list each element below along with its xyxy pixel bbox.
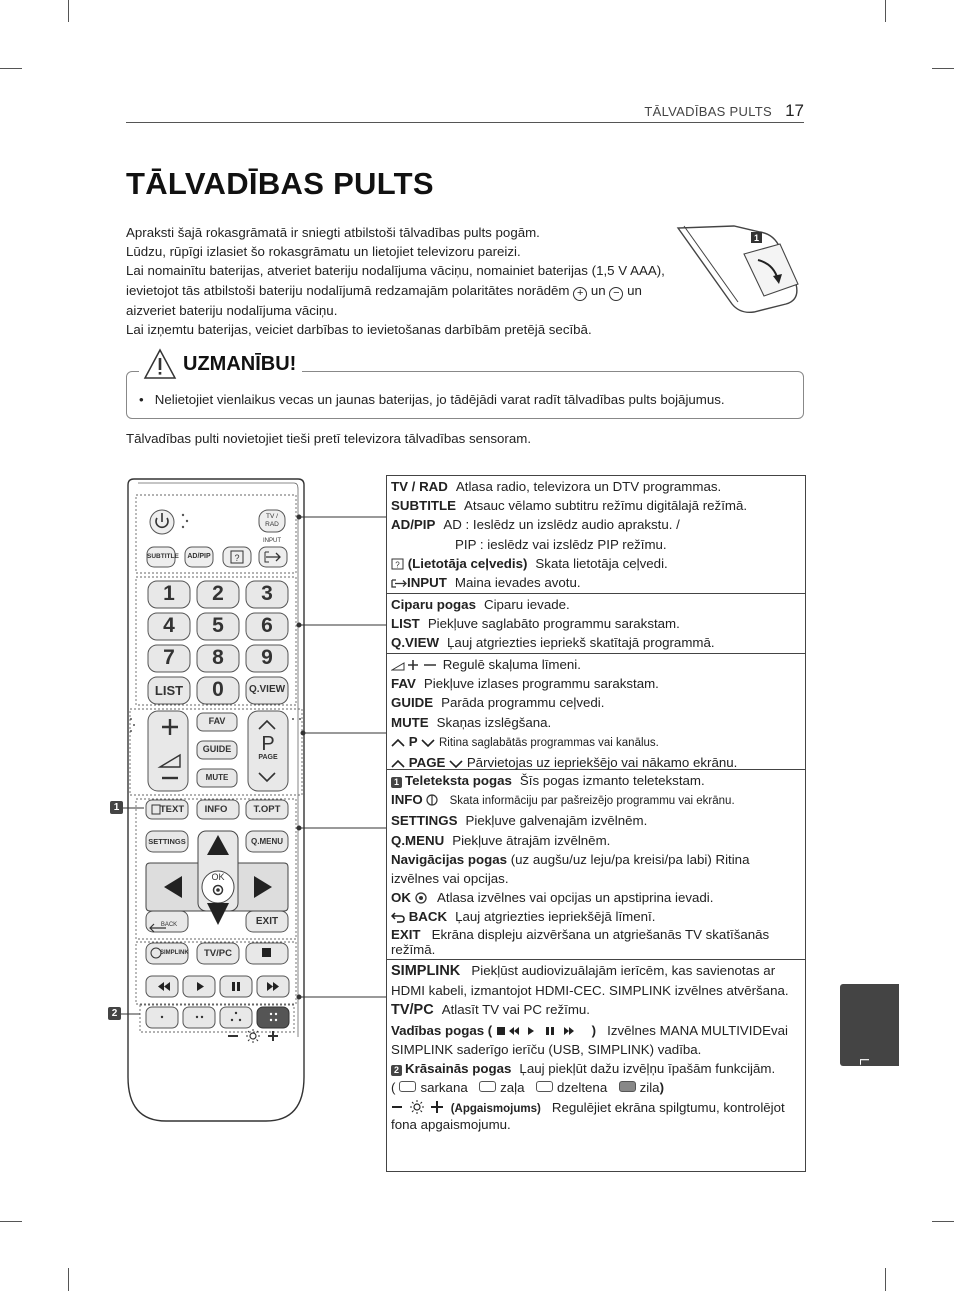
- callout-line: P Ritina saglabātās programmas vai kanālus.: [391, 732, 801, 753]
- callout-line: PIP : ieslēdz vai izslēdz PIP režīmu.: [455, 536, 667, 552]
- callout-line: LIST Piekļuve saglabāto programmu sarakstam.: [391, 616, 680, 632]
- remote-body: [126, 477, 306, 1123]
- callout-line: 1 Teleteksta pogas Šīs pogas izmanto teletekstam.: [391, 771, 801, 790]
- svg-text:?: ?: [234, 553, 240, 563]
- remote-control-illustration: [126, 477, 306, 1123]
- digit-4-button[interactable]: 4: [163, 614, 175, 637]
- callout-line: OK Atlasa izvēlnes vai opcijas un apstiprina ievadi.: [391, 890, 714, 906]
- language-tab: LATVIEŠU: [840, 984, 899, 1066]
- callout-line: GUIDE Parāda programmu ceļvedi.: [391, 695, 605, 711]
- green-button-icon: [479, 1081, 496, 1092]
- back-button[interactable]: BACK: [160, 922, 178, 928]
- callout-badge-2: 2: [108, 1007, 121, 1020]
- page-label: PAGE: [258, 754, 278, 761]
- callout-line: SETTINGS Piekļuve galvenajām izvēlnēm.: [391, 813, 648, 829]
- digit-1-button[interactable]: 1: [163, 582, 175, 605]
- t-opt-button[interactable]: T.OPT: [253, 804, 281, 815]
- svg-text:1: 1: [753, 233, 760, 243]
- callout-line: SIMPLINK Piekļūst audiovizuālajām ierīcēm, kas savienotas ar HDMI kabeli, izmantojot HDMI-CEC. SIMPLINK izvēlnes atvēršana.: [391, 963, 789, 999]
- playback-controls-icon: [496, 1025, 588, 1037]
- text-button[interactable]: TEXT: [159, 804, 185, 815]
- callout-section: [387, 770, 805, 960]
- settings-button[interactable]: SETTINGS: [148, 837, 186, 846]
- crop-mark: [885, 1268, 886, 1291]
- callout-line: EXIT Ekrāna displeju aizvēršana un atgriešanās TV skatīšanās režīmā.: [391, 926, 770, 957]
- tv-pc-button[interactable]: TV/PC: [204, 948, 232, 959]
- crop-mark: [0, 1221, 22, 1222]
- header-section: TĀLVADĪBAS PULTS: [644, 104, 772, 119]
- callout-line: SUBTITLE Atsauc vēlamo subtitru režīmu digitālajā režīmā.: [391, 498, 748, 514]
- callout-section: [387, 654, 805, 770]
- callout-table: [386, 475, 806, 1172]
- warning-icon: [143, 348, 177, 380]
- info-button[interactable]: INFO: [204, 804, 228, 815]
- callout-line: Navigācijas pogas (uz augšu/uz leju/pa kreisi/pa labi) Ritina izvēlnes vai opcijas.: [391, 851, 750, 887]
- user-guide-icon: [391, 558, 404, 570]
- digit-3-button[interactable]: 3: [261, 582, 273, 605]
- callout-line: Ciparu pogas Ciparu ievade.: [391, 597, 570, 612]
- callout-line: INFO Skata informāciju par pašreizējo programmu vai ekrānu.: [391, 792, 735, 808]
- crop-mark: [885, 0, 886, 22]
- callout-section: [387, 960, 805, 1171]
- red-button-icon: [399, 1081, 416, 1092]
- battery-cover-illustration: [674, 224, 806, 316]
- callout-line: ? (Lietotāja ceļvedis) Skata lietotāja ceļvedi.: [391, 554, 801, 573]
- simplink-button[interactable]: SIMPLINK: [160, 950, 189, 956]
- crop-mark: [0, 68, 22, 69]
- list-button[interactable]: LIST: [154, 683, 184, 698]
- callout-line: 2 Krāsainās pogas Ļauj piekļūt dažu izvēļņu īpašām funkcijām.: [391, 1059, 801, 1078]
- yellow-button-icon: [536, 1081, 553, 1092]
- ok-icon: [415, 892, 427, 904]
- chevron-up-icon: [391, 759, 405, 769]
- callout-line: TV / RAD Atlasa radio, televizora un DTV programmas.: [391, 479, 722, 494]
- fav-button[interactable]: FAV: [208, 716, 226, 726]
- ad-pip-button[interactable]: AD/PIP: [187, 553, 211, 560]
- crop-mark: [932, 68, 954, 69]
- intro-line: Lūdzu, rūpīgi izlasiet šo rokasgrāmatu un lietojiet televizoru pareizi.: [126, 244, 521, 260]
- subtitle-button[interactable]: SUBTITLE: [147, 553, 179, 560]
- p-button[interactable]: P: [261, 733, 275, 755]
- chevron-down-icon: [449, 759, 463, 769]
- chevron-down-icon: [421, 738, 435, 748]
- ok-button[interactable]: OK: [211, 872, 225, 882]
- info-icon: [426, 794, 438, 806]
- mute-button[interactable]: MUTE: [205, 773, 229, 782]
- callout-line: Vadības pogas ( ) Izvēlnes MANA MULTIVIDEvai SIMPLINK saderīgo ierīču (USB, SIMPLINK) vadība.: [391, 1022, 788, 1057]
- intro-line: Lai izņemtu baterijas, veiciet darbības to ievietošanas darbībām pretējā secībā.: [126, 321, 592, 337]
- guide-button[interactable]: GUIDE: [202, 744, 232, 754]
- digit-5-button[interactable]: 5: [212, 614, 224, 637]
- blue-button-icon: [619, 1081, 636, 1092]
- minus-polarity-icon: −: [609, 287, 623, 301]
- caution-box: [126, 352, 804, 419]
- running-header: [126, 102, 804, 123]
- callout-line: Regulē skaļuma līmeni.: [391, 655, 801, 674]
- callout-section: [387, 594, 805, 654]
- intro-line: Apraksti šajā rokasgrāmatā ir sniegti atbilstoši tālvadības pults pogām.: [126, 225, 540, 240]
- sensor-note: Tālvadības pulti novietojiet tieši pretī televizora tālvadības sensoram.: [126, 431, 532, 446]
- exit-button[interactable]: EXIT: [255, 916, 279, 927]
- back-icon: [391, 911, 405, 923]
- page-number: 17: [785, 101, 804, 120]
- crop-mark: [932, 1221, 954, 1222]
- callout-line: PAGE Pārvietojas uz iepriekšējo vai nākamo ekrānu.: [391, 753, 801, 772]
- q-view-button[interactable]: Q.VIEW: [248, 684, 286, 695]
- callout-line: FAV Piekļuve izlases programmu sarakstam.: [391, 676, 659, 692]
- digit-7-button[interactable]: 7: [163, 646, 175, 669]
- digit-0-button[interactable]: 0: [212, 678, 224, 701]
- callout-line: Q.VIEW Ļauj atgriezties iepriekš skatītajā programmā.: [391, 635, 715, 651]
- tv-rad-button[interactable]: TV / RAD: [265, 513, 279, 528]
- caution-text: • Nelietojiet vienlaikus vecas un jaunas baterijas, jo tādējādi varat radīt tālvadības pults bojājumus.: [139, 392, 725, 407]
- input-icon: [391, 577, 407, 589]
- q-menu-button[interactable]: Q.MENU: [251, 837, 283, 846]
- callout-line: AD/PIP AD : Ieslēdz un izslēdz audio aprakstu. /: [391, 517, 680, 533]
- page-title: TĀLVADĪBAS PULTS: [126, 166, 434, 201]
- caution-title: UZMANĪBU!: [139, 348, 302, 380]
- digit-6-button[interactable]: 6: [261, 614, 273, 637]
- crop-mark: [68, 1268, 69, 1291]
- callout-section: [387, 476, 805, 594]
- callout-line: INPUT Maina ievades avotu.: [391, 573, 801, 592]
- callout-line: MUTE Skaņas izslēgšana.: [391, 714, 552, 730]
- callout-line: TV/PC Atlasīt TV vai PC režīmu.: [391, 1002, 590, 1019]
- callout-line: (Apgaismojums) Regulējiet ekrāna spilgtumu, kontrolējot fona apgaismojumu.: [391, 1100, 785, 1133]
- callout-badge-1: 1: [110, 801, 123, 814]
- backlight-icon: [391, 1100, 447, 1114]
- crop-mark: [68, 0, 69, 22]
- digit-9-button[interactable]: 9: [261, 646, 273, 669]
- volume-icon: [391, 659, 439, 671]
- chevron-up-icon: [391, 738, 405, 748]
- input-label: INPUT: [263, 538, 281, 544]
- intro-line: Lai nomainītu baterijas, atveriet bateriju nodalījuma vāciņu, nomainiet baterijas (1,5 V AAA), ievietojot tās atbilstoši bateriju nodalījumā redzamajām polaritātes norādēm + un − un aizveriet bateriju nodalījuma vāciņu.: [126, 263, 665, 318]
- digit-8-button[interactable]: 8: [212, 646, 224, 669]
- intro-text: [126, 223, 686, 339]
- callout-line: BACK Ļauj atgriezties iepriekšējā līmenī.: [391, 907, 801, 926]
- digit-2-button[interactable]: 2: [212, 582, 224, 605]
- plus-polarity-icon: +: [573, 287, 587, 301]
- callout-line: Q.MENU Piekļuve ātrajām izvēlnēm.: [391, 832, 611, 848]
- svg-text:?: ?: [395, 560, 400, 570]
- callout-line: ( sarkana zaļa dzeltena zila): [391, 1080, 664, 1096]
